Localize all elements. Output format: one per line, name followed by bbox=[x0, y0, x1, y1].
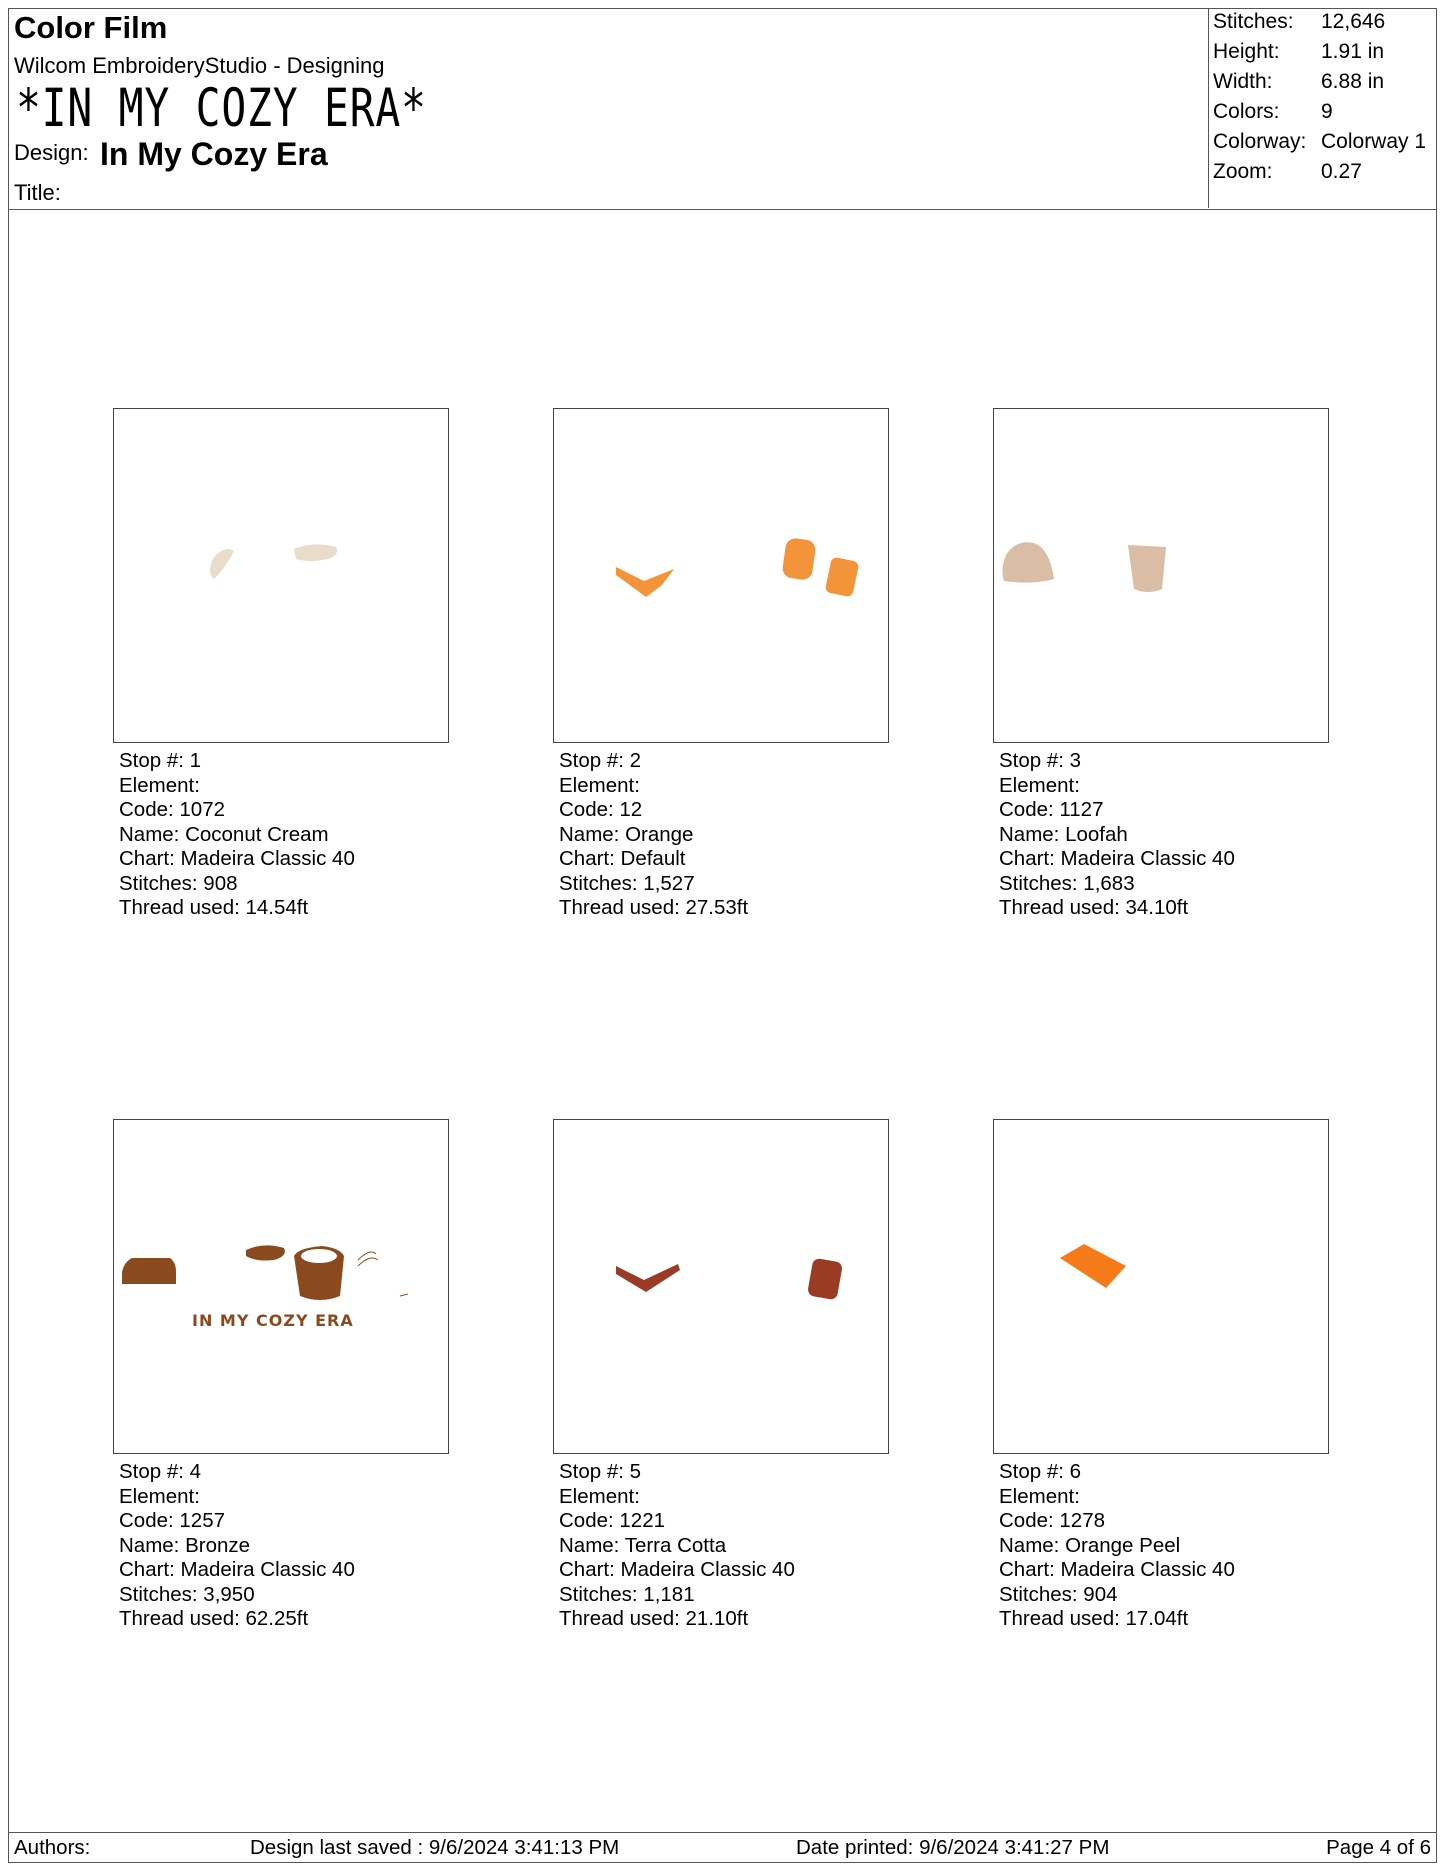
stop-5-details bbox=[559, 1460, 795, 1632]
stitch-count: Stitches: 904 bbox=[999, 1582, 1118, 1606]
loofah-shape-1 bbox=[1002, 542, 1054, 582]
stop-number: Stop #: 5 bbox=[559, 1460, 642, 1483]
stop-number: Stop #: 6 bbox=[999, 1460, 1082, 1483]
orange-block-1 bbox=[781, 537, 816, 581]
thread-code: Code: 12 bbox=[559, 798, 643, 821]
thread-code: Code: 1072 bbox=[119, 798, 226, 821]
coconut-shape-2 bbox=[294, 544, 337, 561]
stitch-count: Stitches: 1,181 bbox=[559, 1582, 695, 1606]
thread-name: Name: Coconut Cream bbox=[119, 822, 329, 846]
thread-chart: Chart: Madeira Classic 40 bbox=[119, 847, 355, 870]
element-label: Element: bbox=[119, 1484, 200, 1508]
stop-3-details bbox=[999, 749, 1235, 921]
stop-1-details bbox=[119, 749, 355, 921]
stop-2-preview bbox=[553, 408, 889, 743]
stop-number: Stop #: 4 bbox=[119, 1460, 202, 1483]
thread-chart: Chart: Madeira Classic 40 bbox=[119, 1558, 355, 1581]
orange-chevron bbox=[616, 567, 674, 597]
title-label: Title: bbox=[14, 180, 61, 205]
stop-6-preview bbox=[993, 1119, 1329, 1454]
thread-name: Name: Orange bbox=[559, 822, 694, 846]
thread-chart: Chart: Madeira Classic 40 bbox=[559, 1558, 795, 1581]
stop-3-artwork bbox=[994, 409, 1328, 742]
thread-code: Code: 1257 bbox=[119, 1509, 226, 1532]
thread-used: Thread used: 21.10ft bbox=[559, 1607, 749, 1630]
orange-block-2 bbox=[825, 556, 860, 597]
thread-code: Code: 1278 bbox=[999, 1509, 1106, 1532]
stitch-count: Stitches: 1,527 bbox=[559, 871, 695, 895]
thread-used: Thread used: 27.53ft bbox=[559, 896, 749, 919]
authors-label: Authors: bbox=[14, 1836, 91, 1859]
stop-2-details bbox=[559, 749, 748, 921]
thread-name: Name: Terra Cotta bbox=[559, 1533, 727, 1557]
stop-4-artwork bbox=[114, 1120, 448, 1453]
thread-name: Name: Loofah bbox=[999, 822, 1128, 846]
thread-used: Thread used: 14.54ft bbox=[119, 896, 309, 919]
page-number: Page 4 of 6 bbox=[1326, 1836, 1431, 1859]
stop-4-details bbox=[119, 1460, 355, 1632]
element-label: Element: bbox=[999, 1484, 1080, 1508]
element-label: Element: bbox=[559, 1484, 640, 1508]
candle-top bbox=[301, 1249, 337, 1263]
thread-used: Thread used: 62.25ft bbox=[119, 1607, 309, 1630]
coconut-shape-1 bbox=[210, 549, 234, 579]
thread-name: Name: Orange Peel bbox=[999, 1533, 1181, 1557]
stop-1-preview bbox=[113, 408, 449, 743]
design-label: Design: bbox=[14, 140, 89, 165]
bronze-basket bbox=[122, 1258, 176, 1284]
stop-number: Stop #: 3 bbox=[999, 749, 1082, 772]
header bbox=[8, 8, 1437, 210]
bronze-stripe-2 bbox=[358, 1258, 378, 1266]
thumb-text: IN MY COZY ERA bbox=[192, 1311, 354, 1330]
stitch-count: Stitches: 1,683 bbox=[999, 871, 1135, 895]
application-name: Wilcom EmbroideryStudio - Designing bbox=[14, 53, 385, 78]
bronze-stripe-3 bbox=[400, 1294, 408, 1296]
thread-chart: Chart: Madeira Classic 40 bbox=[999, 1558, 1235, 1581]
stop-6-details bbox=[999, 1460, 1235, 1632]
stop-number: Stop #: 1 bbox=[119, 749, 202, 772]
terracotta-block bbox=[807, 1258, 843, 1301]
thread-chart: Chart: Default bbox=[559, 847, 686, 870]
stop-3-preview bbox=[993, 408, 1329, 743]
thread-chart: Chart: Madeira Classic 40 bbox=[999, 847, 1235, 870]
stop-2-artwork bbox=[554, 409, 888, 742]
footer bbox=[8, 1832, 1437, 1863]
stop-6-artwork bbox=[994, 1120, 1328, 1453]
terracotta-chevron bbox=[616, 1264, 680, 1292]
loofah-shape-2 bbox=[1128, 545, 1166, 592]
stop-number: Stop #: 2 bbox=[559, 749, 642, 772]
stop-5-preview bbox=[553, 1119, 889, 1454]
design-banner: *IN MY COZY ERA* bbox=[16, 78, 427, 139]
date-printed: Date printed: 9/6/2024 3:41:27 PM bbox=[796, 1836, 1110, 1859]
last-saved: Design last saved : 9/6/2024 3:41:13 PM bbox=[250, 1836, 620, 1859]
stop-5-artwork bbox=[554, 1120, 888, 1453]
stitch-count: Stitches: 908 bbox=[119, 871, 238, 895]
thread-code: Code: 1221 bbox=[559, 1509, 666, 1532]
stop-1-artwork bbox=[114, 409, 448, 742]
design-stats: Stitches: 12,646 Height: 1.91 in Width: 6.88 in Colors: 9 Colorway: Colorway 1 Zoom: 0.27 bbox=[1208, 8, 1437, 208]
bronze-lid bbox=[246, 1245, 285, 1260]
element-label: Element: bbox=[559, 773, 640, 797]
thread-used: Thread used: 17.04ft bbox=[999, 1607, 1189, 1630]
thread-used: Thread used: 34.10ft bbox=[999, 896, 1189, 919]
element-label: Element: bbox=[119, 773, 200, 797]
thread-code: Code: 1127 bbox=[999, 798, 1104, 821]
document-title: Color Film bbox=[14, 10, 168, 45]
thread-name: Name: Bronze bbox=[119, 1533, 251, 1557]
element-label: Element: bbox=[999, 773, 1080, 797]
header-info bbox=[8, 8, 1208, 208]
design-name: In My Cozy Era bbox=[100, 136, 328, 172]
orange-peel-shape bbox=[1060, 1244, 1126, 1288]
stop-4-preview bbox=[113, 1119, 449, 1454]
stitch-count: Stitches: 3,950 bbox=[119, 1582, 255, 1606]
